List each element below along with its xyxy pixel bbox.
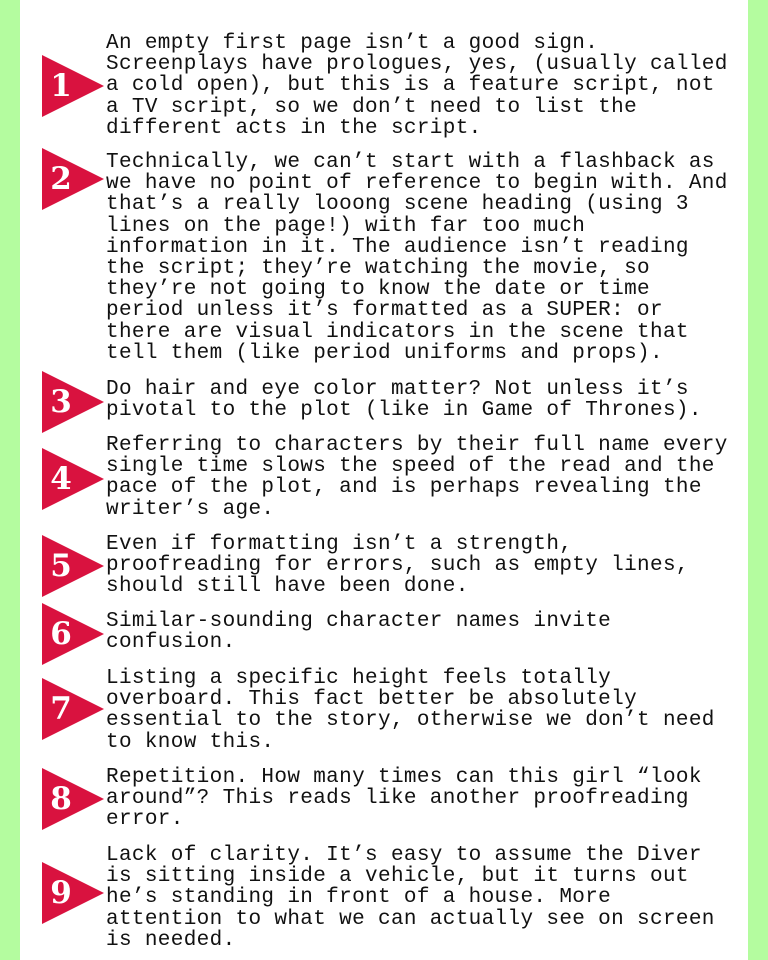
note-number: 9 [50,875,72,911]
number-marker [42,448,104,510]
number-marker [42,768,104,830]
note-number: 8 [50,781,72,817]
note-number: 4 [50,461,72,497]
note-text: Do hair and eye color matter? Not unless it’s pivotal to the plot (like in Game of Thrones). [106,378,702,423]
number-marker [42,678,104,740]
note-text: Repetition. How many times can this girl “look around”? This reads like another proofreading error. [106,766,702,832]
note-number: 3 [50,384,72,420]
number-marker [42,535,104,597]
note-text: Referring to characters by their full name every single time slows the speed of the read and the pace of the plot, and is perhaps revealing the writer’s age. [106,434,728,521]
note-number: 6 [50,616,72,652]
note-text: Even if formatting isn’t a strength, proofreading for errors, such as empty lines, should still have been done. [106,533,689,599]
note-text: Listing a specific height feels totally overboard. This fact better be absolutely essential to the story, otherwise we don’t need to know this. [106,667,715,754]
note-number: 1 [50,68,72,104]
note-number: 2 [50,161,72,197]
page [20,0,748,960]
number-marker [42,55,104,117]
note-text: Similar-sounding character names invite confusion. [106,610,612,655]
note-text: Lack of clarity. It’s easy to assume the Diver is sitting inside a vehicle, but it turns out he’s standing in front of a house. More attention to what we can actually see on screen is needed. [106,844,715,952]
number-marker [42,148,104,210]
note-text: An empty first page isn’t a good sign. Screenplays have prologues, yes, (usually called a cold open), but this is a feature script, not a TV script, so we don’t need to list the different acts in the script. [106,32,728,140]
note-text: Technically, we can’t start with a flashback as we have no point of reference to begin with. And that’s a really looong scene heading (using 3 lines on the page!) with far too much information in it. The audience isn’t reading the script; they’re watching the movie, so they’re not going to know the date or time period unless it’s formatted as a SUPER: or there are visual indicators in the scene that tell them (like period uniforms and props). [106,151,728,365]
note-number: 5 [50,548,72,584]
number-marker [42,862,104,924]
number-marker [42,371,104,433]
number-marker [42,603,104,665]
note-number: 7 [50,691,72,727]
